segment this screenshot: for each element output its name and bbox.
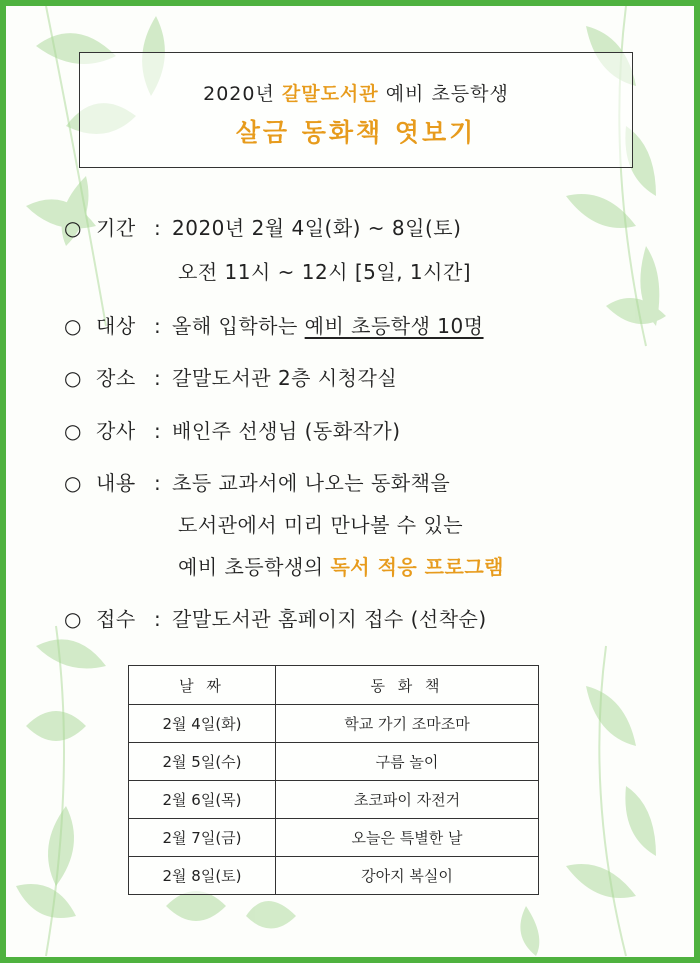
library-name: 갈말도서관 — [281, 83, 379, 105]
info-content: ○ 내용 : 초등 교과서에 나오는 동화책을 — [64, 471, 451, 495]
header-date: 날 짜 — [129, 666, 276, 705]
table-row — [129, 819, 539, 857]
info-lecturer: ○ 강사 : 배인주 선생님 (동화작가) — [64, 419, 401, 443]
book-cell: 강아지 복실이 — [276, 857, 539, 895]
info-period-time: 오전 11시 ~ 12시 [5일, 1시간] — [178, 260, 472, 284]
schedule-table — [128, 665, 539, 895]
program-title: 살금 동화책 엿보기 — [235, 118, 477, 147]
table-row — [129, 705, 539, 743]
info-period: ○ 기간 : 2020년 2월 4일(화) ~ 8일(토) — [64, 216, 462, 240]
title-line1: 2020년 갈말도서관 예비 초등학생 — [203, 83, 509, 105]
date-cell: 2월 4일(화) — [129, 705, 276, 743]
info-content-line3: 예비 초등학생의 독서 적응 프로그램 — [178, 555, 504, 579]
info-target: ○ 대상 : 올해 입학하는 예비 초등학생 10명 — [64, 314, 484, 338]
bullet-icon: ○ — [64, 607, 82, 631]
table-row — [129, 781, 539, 819]
date-cell: 2월 5일(수) — [129, 743, 276, 781]
bullet-icon: ○ — [64, 471, 82, 495]
book-cell: 구름 놀이 — [276, 743, 539, 781]
info-place: ○ 장소 : 갈말도서관 2층 시청각실 — [64, 366, 398, 390]
book-cell: 학교 가기 조마조마 — [276, 705, 539, 743]
bullet-icon: ○ — [64, 216, 82, 240]
bullet-icon: ○ — [64, 314, 82, 338]
info-registration: ○ 접수 : 갈말도서관 홈페이지 접수 (선착순) — [64, 607, 487, 631]
date-cell: 2월 6일(목) — [129, 781, 276, 819]
bullet-icon: ○ — [64, 419, 82, 443]
title-box — [79, 52, 633, 168]
table-row — [129, 857, 539, 895]
date-cell: 2월 8일(토) — [129, 857, 276, 895]
date-cell: 2월 7일(금) — [129, 819, 276, 857]
book-cell: 오늘은 특별한 날 — [276, 819, 539, 857]
table-header-row — [129, 666, 539, 705]
table-row — [129, 743, 539, 781]
bullet-icon: ○ — [64, 366, 82, 390]
info-content-line2: 도서관에서 미리 만나볼 수 있는 — [178, 513, 464, 537]
header-book: 동 화 책 — [276, 666, 539, 705]
book-cell: 초코파이 자전거 — [276, 781, 539, 819]
